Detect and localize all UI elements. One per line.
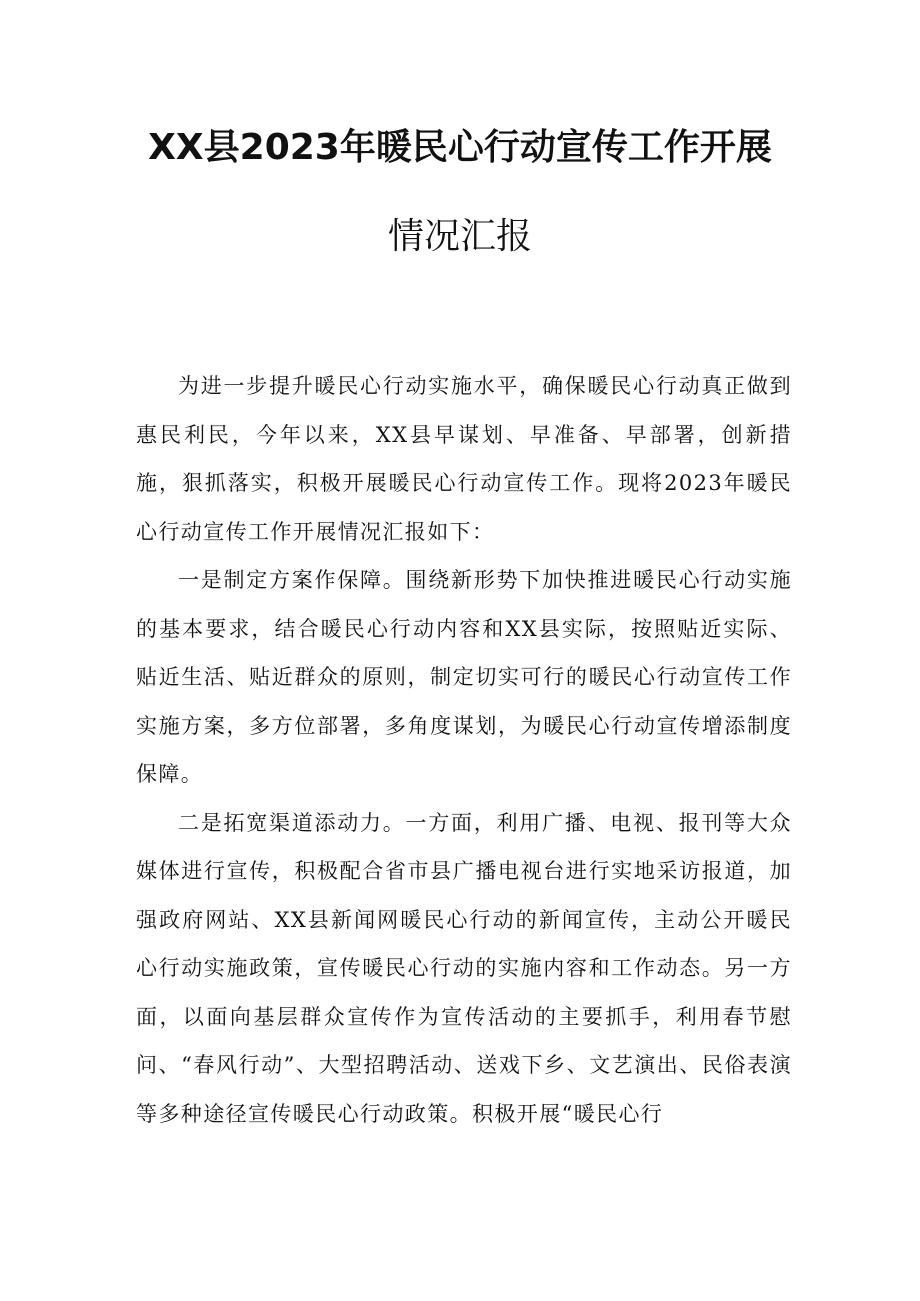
document-body	[136, 362, 792, 1138]
paragraph-point-1: 一是制定方案作保障。围绕新形势下加快推进暖民心行动实施的基本要求，结合暖民心行动内容和XX县实际，按照贴近实际、贴近生活、贴近群众的原则，制定切实可行的暖民心行动宣传工作实施方案，多方位部署，多角度谋划，为暖民心行动宣传增添制度保障。	[136, 568, 792, 786]
paragraph-intro: 为进一步提升暖民心行动实施水平，确保暖民心行动真正做到惠民利民，今年以来，XX县早谋划、早准备、早部署，创新措施，狠抓落实，积极开展暖民心行动宣传工作。现将2023年暖民心行动宣传工作开展情况汇报如下：	[136, 374, 792, 544]
document-title-line-1: XX县2023年暖民心行动宣传工作开展	[148, 127, 772, 168]
paragraph-point-2: 二是拓宽渠道添动力。一方面，利用广播、电视、报刊等大众媒体进行宣传，积极配合省市县广播电视台进行实地采访报道，加强政府网站、XX县新闻网暖民心行动的新闻宣传，主动公开暖民心行动实施政策，宣传暖民心行动的实施内容和工作动态。另一方面，以面向基层群众宣传作为宣传活动的主要抓手，利用春节慰问、“春风行动”、大型招聘活动、送戏下乡、文艺演出、民俗表演等多种途径宣传暖民心行动政策。积极开展“暖民心行	[136, 810, 792, 1126]
document-title-line-2: 情况汇报	[387, 216, 532, 257]
